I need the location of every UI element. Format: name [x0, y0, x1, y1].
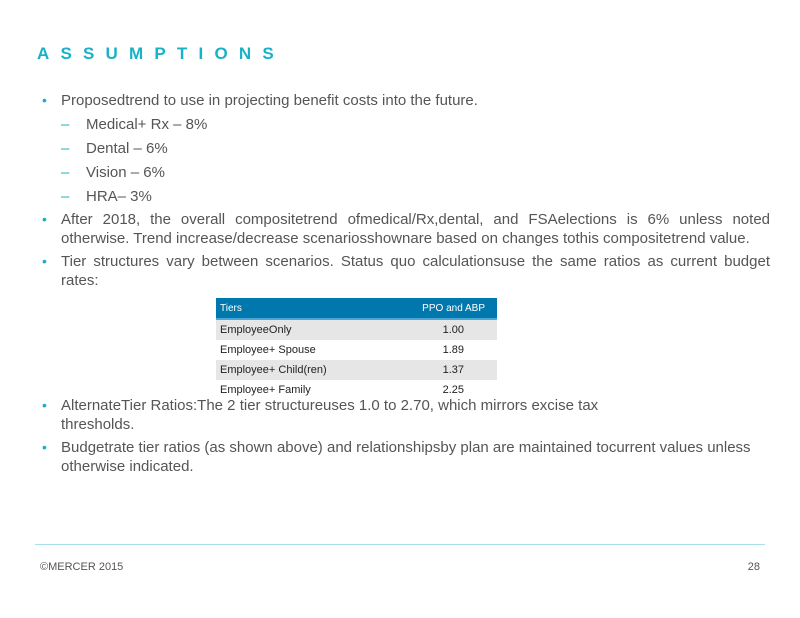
tier-ratio: 2.25: [442, 384, 464, 396]
sub-bullet-hra: – HRA– 3%: [40, 187, 770, 206]
bullet-alternate-tier-ratios: • AlternateTier Ratios:The 2 tier structureuses 1.0 to 2.70, which mirrors excise tax thresholds.: [40, 396, 770, 434]
table-row: [216, 340, 497, 360]
bullet-proposed-trend: • Proposedtrend to use in projecting benefit costs into the future.: [40, 91, 770, 110]
tier-ratio: 1.00: [383, 319, 497, 340]
tier-ratio: 1.89: [442, 344, 464, 356]
bullet-budget-rate-ratios: • Budgetrate tier ratios (as shown above) and relationshipsby plan are maintained tocurrent values unless otherwise indicated.: [40, 438, 770, 476]
footer-divider: [35, 544, 765, 545]
bullet-composite-trend: • After 2018, the overall compositetrend ofmedical/Rx,dental, and FSAelections is 6% unless noted otherwise. Trend increase/decrease scenariosshownare based on changes tothis compositetrend value.: [40, 210, 770, 248]
table-header-row: [216, 298, 497, 319]
tier-name: Employee+ Spouse: [220, 344, 316, 356]
table-row: [216, 380, 497, 400]
tier-name: Employee+ Child(ren): [216, 360, 383, 380]
footer-copyright: ©MERCER 2015: [40, 561, 124, 573]
table-row: [216, 319, 497, 340]
column-header-tiers: Tiers: [216, 298, 383, 319]
assumptions-list: [40, 91, 770, 480]
sub-bullet-vision: – Vision – 6%: [40, 163, 770, 182]
page-title: ASSUMPTIONS: [37, 44, 285, 63]
tier-ratios-table: [216, 298, 497, 400]
bullet-tier-structures: • Tier structures vary between scenarios. Status quo calculationsuse the same ratios as current budget rates:: [40, 252, 770, 290]
tier-ratio: 1.37: [383, 360, 497, 380]
sub-bullet-dental: – Dental – 6%: [40, 139, 770, 158]
sub-bullet-medical: – Medical+ Rx – 8%: [40, 115, 770, 134]
table-row: [216, 360, 497, 380]
tier-name: EmployeeOnly: [216, 319, 383, 340]
page-number: 28: [747, 561, 760, 573]
column-header-ppo-abp: PPO and ABP: [383, 298, 497, 319]
tier-name: Employee+ Family: [220, 384, 311, 396]
